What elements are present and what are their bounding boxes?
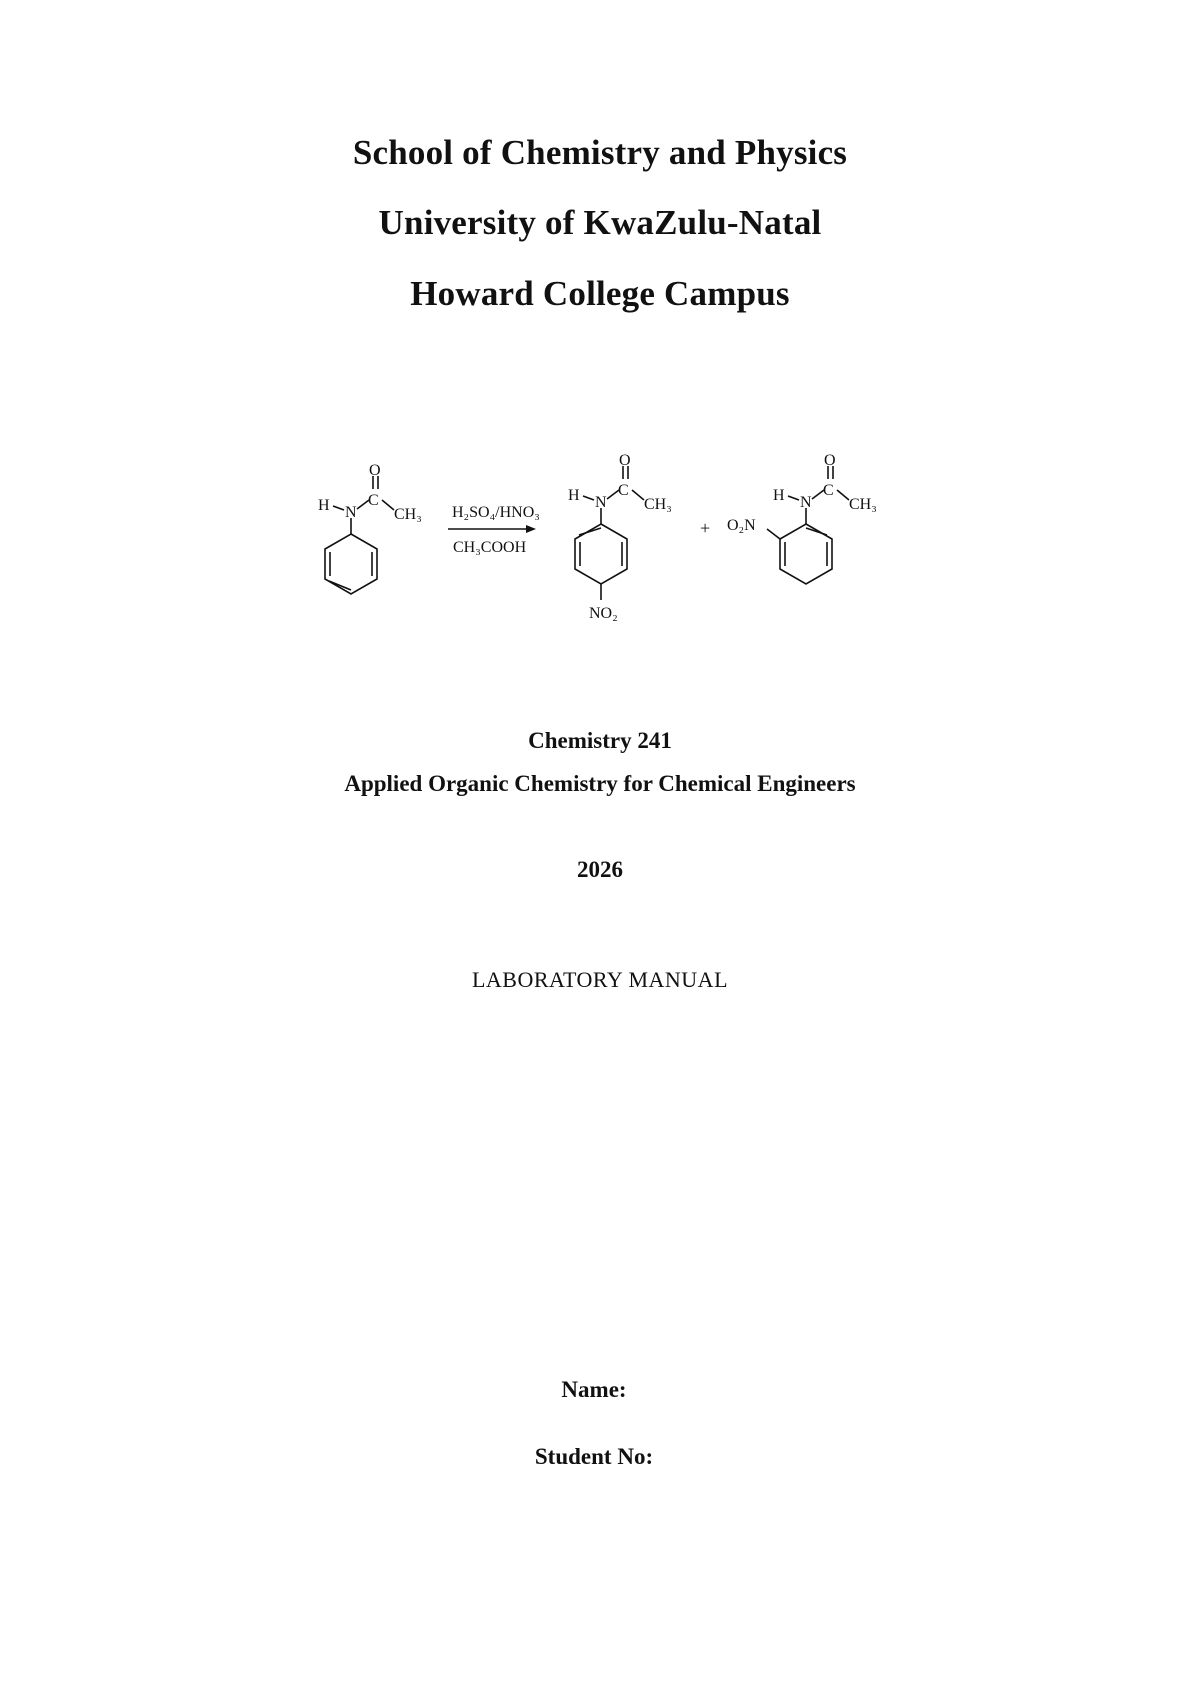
benzene-ring <box>780 524 832 584</box>
student-number-label: Student No: <box>534 1444 654 1469</box>
product-para-nitro <box>568 452 672 622</box>
atom-c: C <box>618 482 629 499</box>
atom-o: O <box>619 452 631 469</box>
benzene-ring <box>325 534 377 594</box>
reaction-arrow <box>448 504 540 556</box>
course-year: 2026 <box>577 857 623 882</box>
atom-n: N <box>345 504 357 521</box>
atom-c: C <box>368 492 379 509</box>
methyl-group: CH₃ <box>394 506 422 523</box>
campus-name: Howard College Campus <box>410 274 790 313</box>
methyl-group: CH₃ <box>644 496 672 513</box>
nitration-reaction-scheme <box>300 430 900 630</box>
course-code: Chemistry 241 <box>528 728 672 753</box>
atom-n: N <box>595 494 607 511</box>
reagent-solvent: CH₃COOH <box>453 539 527 556</box>
atom-h: H <box>773 487 785 504</box>
reagent-acids: H₂SO₄/HNO₃ <box>452 504 540 521</box>
atom-c: C <box>823 482 834 499</box>
reactant-acetanilide <box>318 462 422 594</box>
atom-o: O <box>369 462 381 479</box>
methyl-group: CH₃ <box>849 496 877 513</box>
name-label: Name: <box>561 1377 627 1402</box>
nitro-group: NO₂ <box>589 605 618 622</box>
school-name: School of Chemistry and Physics <box>352 133 848 172</box>
product-ortho-nitro <box>727 452 877 584</box>
nitro-group: O₂N <box>727 517 756 534</box>
atom-o: O <box>824 452 836 469</box>
atom-n: N <box>800 494 812 511</box>
university-name: University of KwaZulu-Natal <box>378 203 822 242</box>
atom-h: H <box>568 487 580 504</box>
plus-sign: + <box>700 518 711 538</box>
course-title: Applied Organic Chemistry for Chemical Engineers <box>344 771 856 796</box>
document-type: LABORATORY MANUAL <box>471 967 729 992</box>
atom-h: H <box>318 497 330 514</box>
